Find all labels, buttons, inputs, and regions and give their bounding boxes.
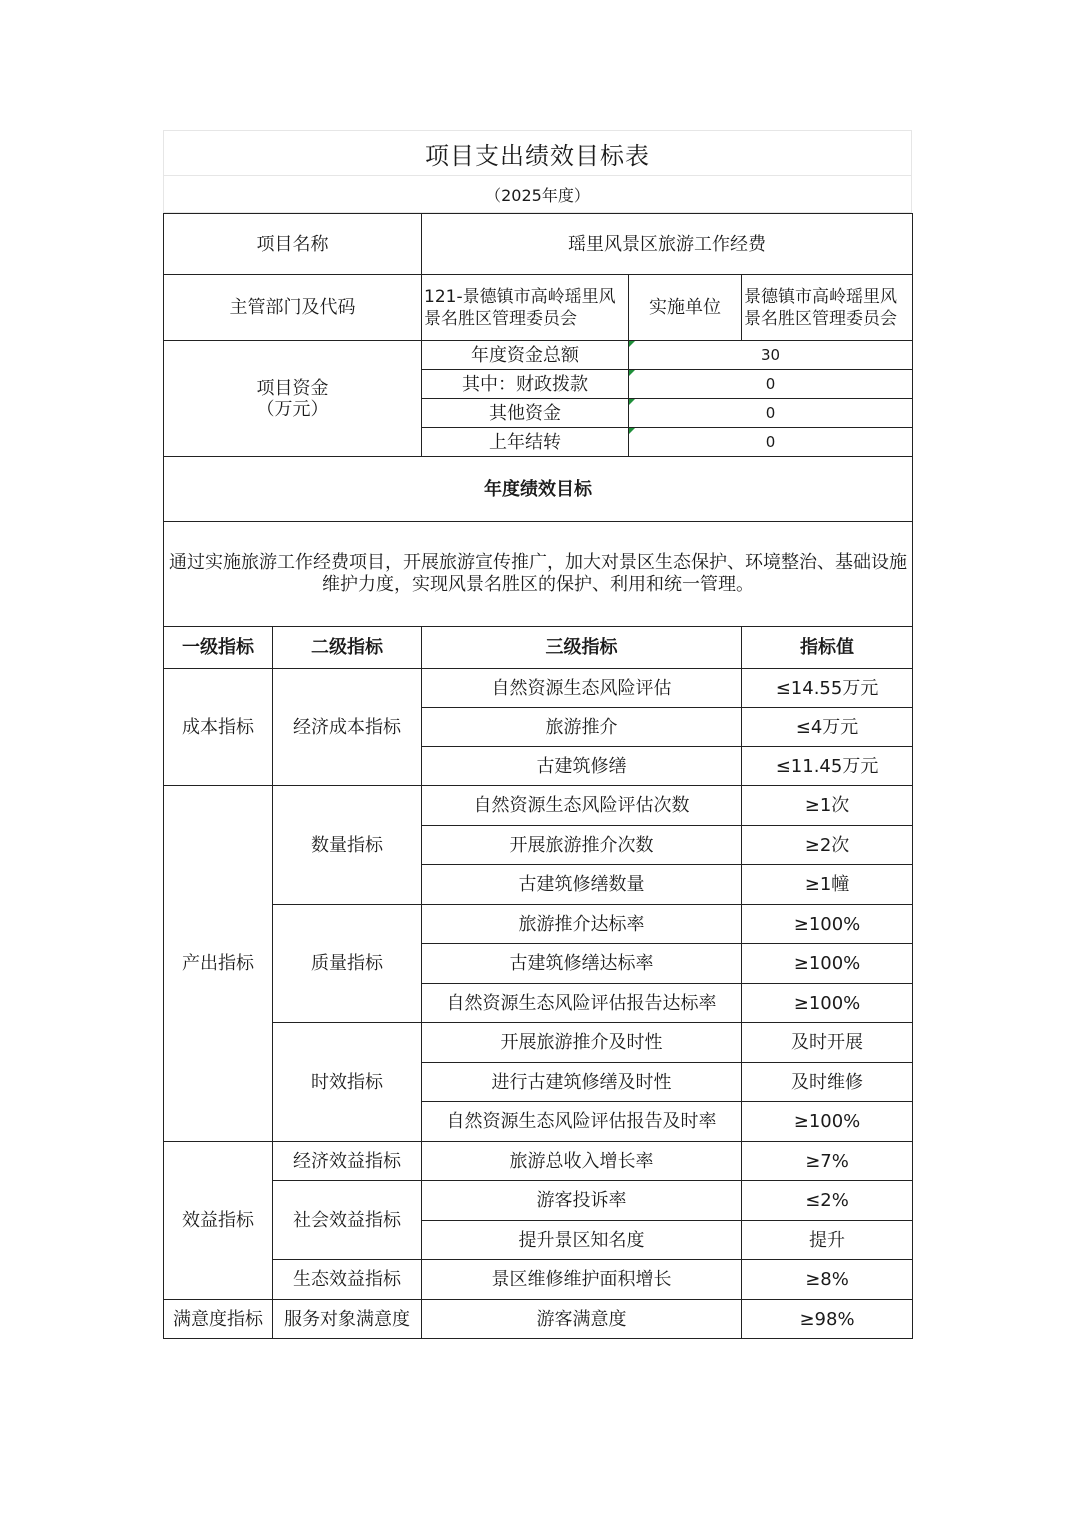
funds-row-label: 上年结转 — [422, 428, 629, 457]
level1-cell: 效益指标 — [164, 1142, 273, 1300]
indicator-name: 古建筑修缮数量 — [422, 865, 742, 905]
indicator-value: 及时开展 — [742, 1023, 913, 1063]
goal-heading: 年度绩效目标 — [164, 457, 913, 522]
project-name-label: 项目名称 — [164, 214, 422, 275]
level2-cell: 质量指标 — [273, 905, 422, 1023]
indicator-name: 旅游推介 — [422, 708, 742, 747]
indicator-value: ≥100% — [742, 984, 913, 1023]
level1-cell: 满意度指标 — [164, 1300, 273, 1339]
indicator-value: ≤4万元 — [742, 708, 913, 747]
sheet-title: 项目支出绩效目标表 — [163, 130, 912, 175]
level2-cell: 经济成本指标 — [273, 669, 422, 786]
green-comment-marker — [629, 341, 635, 347]
indicator-value: ≥98% — [742, 1300, 913, 1339]
funds-row-label: 其中：财政拨款 — [422, 370, 629, 399]
indicator-name: 自然资源生态风险评估次数 — [422, 786, 742, 826]
indicator-name: 提升景区知名度 — [422, 1221, 742, 1260]
project-name-value: 瑶里风景区旅游工作经费 — [422, 214, 913, 275]
funds-row-label: 其他资金 — [422, 399, 629, 428]
level2-cell: 服务对象满意度 — [273, 1300, 422, 1339]
indicator-name: 自然资源生态风险评估 — [422, 669, 742, 708]
impl-label: 实施单位 — [629, 275, 742, 341]
indicator-value: ≤11.45万元 — [742, 747, 913, 786]
indicator-value: ≥1幢 — [742, 865, 913, 905]
indicator-name: 开展旅游推介次数 — [422, 826, 742, 865]
sheet-year: （2025年度） — [163, 175, 912, 213]
header-level2: 二级指标 — [273, 627, 422, 669]
indicator-value: ≥1次 — [742, 786, 913, 826]
indicator-value: ≥100% — [742, 1102, 913, 1142]
indicator-value: ≥100% — [742, 944, 913, 984]
indicator-value: ≤2% — [742, 1181, 913, 1221]
level2-cell: 生态效益指标 — [273, 1260, 422, 1300]
performance-table — [163, 213, 913, 1339]
goal-text: 通过实施旅游工作经费项目，开展旅游宣传推广，加大对景区生态保护、环境整治、基础设施维护力度，实现风景名胜区的保护、利用和统一管理。 — [164, 522, 913, 627]
funds-row-label: 年度资金总额 — [422, 341, 629, 370]
level2-cell: 社会效益指标 — [273, 1181, 422, 1260]
impl-value: 景德镇市高岭瑶里风景名胜区管理委员会 — [742, 275, 913, 341]
indicator-value: ≥7% — [742, 1142, 913, 1181]
indicator-name: 旅游总收入增长率 — [422, 1142, 742, 1181]
indicator-name: 游客投诉率 — [422, 1181, 742, 1221]
header-level1: 一级指标 — [164, 627, 273, 669]
indicator-name: 古建筑修缮 — [422, 747, 742, 786]
funds-row-value: 0 — [629, 399, 913, 428]
indicator-name: 旅游推介达标率 — [422, 905, 742, 944]
funds-label: 项目资金 — [256, 377, 329, 399]
indicator-name: 景区维修维护面积增长 — [422, 1260, 742, 1300]
indicator-value: 提升 — [742, 1221, 913, 1260]
indicator-value: 及时维修 — [742, 1063, 913, 1102]
indicator-name: 进行古建筑修缮及时性 — [422, 1063, 742, 1102]
level2-cell: 时效指标 — [273, 1023, 422, 1142]
funds-unit: （万元） — [256, 398, 329, 420]
dept-label: 主管部门及代码 — [164, 275, 422, 341]
funds-row-value: 0 — [629, 370, 913, 399]
performance-target-sheet — [163, 130, 912, 1339]
funds-row-value: 30 — [629, 341, 913, 370]
green-comment-marker — [629, 399, 635, 405]
indicator-name: 自然资源生态风险评估报告达标率 — [422, 984, 742, 1023]
indicator-name: 自然资源生态风险评估报告及时率 — [422, 1102, 742, 1142]
level1-cell: 产出指标 — [164, 786, 273, 1142]
indicator-name: 开展旅游推介及时性 — [422, 1023, 742, 1063]
green-comment-marker — [629, 428, 635, 434]
level2-cell: 经济效益指标 — [273, 1142, 422, 1181]
level1-cell: 成本指标 — [164, 669, 273, 786]
indicator-name: 古建筑修缮达标率 — [422, 944, 742, 984]
header-value: 指标值 — [742, 627, 913, 669]
indicator-value: ≥8% — [742, 1260, 913, 1300]
indicator-value: ≤14.55万元 — [742, 669, 913, 708]
indicator-value: ≥2次 — [742, 826, 913, 865]
header-level3: 三级指标 — [422, 627, 742, 669]
indicator-value: ≥100% — [742, 905, 913, 944]
dept-value: 121-景德镇市高岭瑶里风景名胜区管理委员会 — [422, 275, 629, 341]
level2-cell: 数量指标 — [273, 786, 422, 905]
green-comment-marker — [629, 370, 635, 376]
funds-cell — [164, 341, 422, 457]
funds-row-value: 0 — [629, 428, 913, 457]
indicator-name: 游客满意度 — [422, 1300, 742, 1339]
